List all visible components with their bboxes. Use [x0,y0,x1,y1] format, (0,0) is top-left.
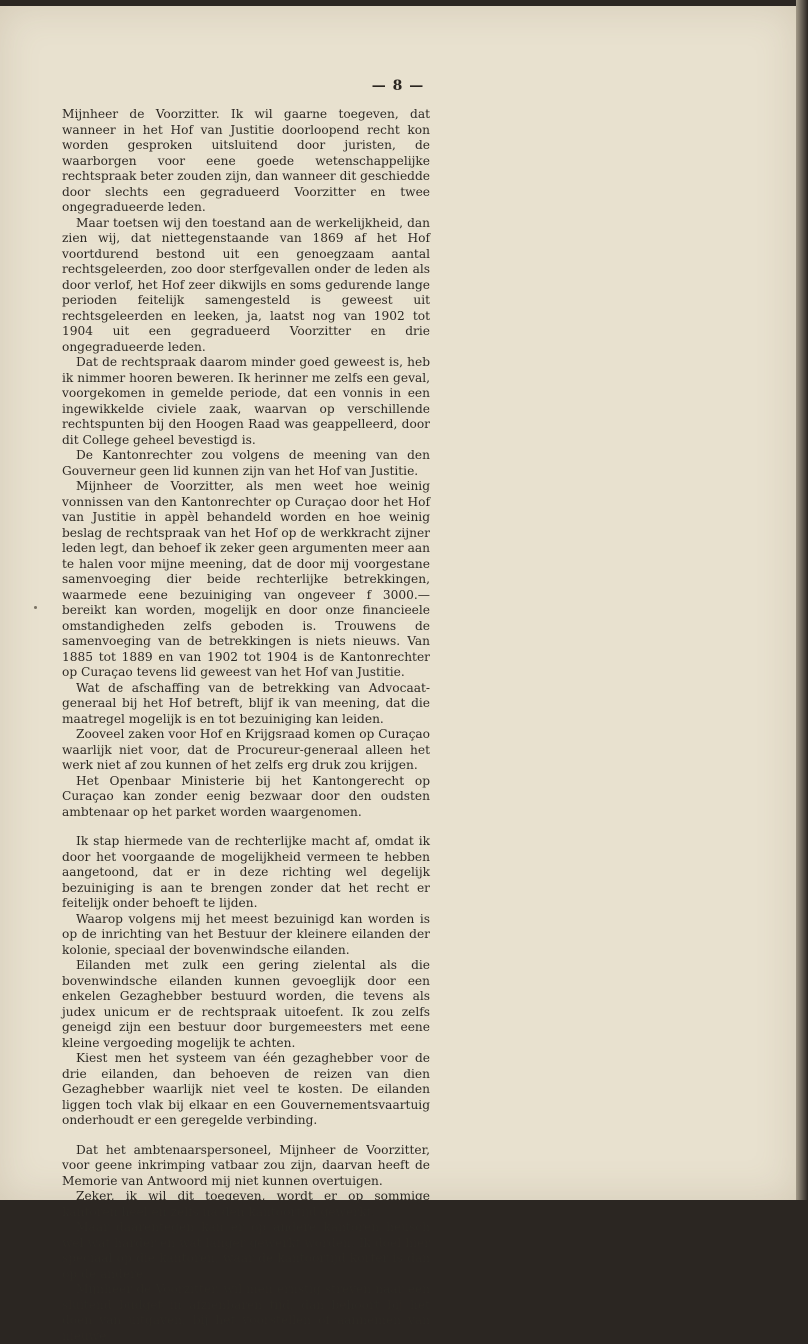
paper-speck [34,606,37,609]
paragraph: Zeker, ik wil dit toegeven, wordt er op sommige kantoren heel en zelfs na den kantoortijd gewerkt. [62,1189,430,1219]
paragraph: Dat het ambtenaarspersoneel, Mijnheer de Voorzitter, voor geene inkrimping vatbaar zou zijn, daarvan heeft de Memorie van Antwoord mij niet kunnen overtuigen. [62,1142,430,1188]
page-number: — 8 — [371,78,425,94]
paragraph: Zooveel zaken voor Hof en Krijgsraad komen op Curaçao waarlijk niet voor, dat de Procureur-generaal alleen het werk niet af zou kunnen of het zelfs erg druk zou krijgen. [62,727,430,772]
paragraph: Dat de rechtspraak daarom minder goed geweest is, heb ik nimmer hooren beweren. Ik herinner me zelfs een geval, voorgekomen in gemelde periode, dat een vonnis in een ingewikkelde civiele zaak, waarvan op verschillende rechtspunten bij den Hoogen Raad was geappelleerd, door dit College geheel bevestigd is. [62,355,430,447]
paragraph: Maar daarentegen kan er op andere kantoren heusch wel wat harder en wat langer gewerkt worden. Ik doel hier speciaal op die kantoren, waar de kantoortijd korter is dan op de andere. [62,1220,430,1281]
paragraph: De Kantonrechter zou volgens de meening van den Gouverneur geen lid kunnen zijn van het Hof van Justitie. [62,448,430,478]
paragraph: Mijnheer de Voorzitter, als men weet hoe weinig vonnissen van den Kantonrechter op Curaçao door het Hof van Justitie in appèl behandeld worden en hoe weinig beslag de rechtspraak van het Hof op de werkkracht zijner leden legt, dan behoef ik zeker geen argumenten meer aan te halen voor mijne meening, dat de door mij voorgestane samenvoeging dier beide rechterlijke betrekkingen, waarmede eene bezuiniging van ongeveer f 3000.— bereikt kan worden, mogelijk en door onze financieele omstandigheden zelfs geboden is. Trouwens de samenvoeging van de betrekkingen is niets nieuws. Van 1885 tot 1889 en van 1902 tot 1904 is de Kantonrechter op Curaçao tevens lid geweest van het Hof van Justitie. [62,479,430,679]
paragraph: Wat de afschaffing van de betrekking van Advocaat-generaal bij het Hof betreft, blijf ik van meening, dat die maatregel mogelijk is en tot bezuiniging kan leiden. [62,680,430,726]
paragraph: Mijnheer de Voorzitter. Ik wil gaarne toegeven, dat wanneer in het Hof van Justitie doorloopend recht kon worden gesproken uitsluitend door juristen, de waarborgen voor eene goede wetenschappelijke rechtspraak beter zouden zijn, dan wanneer dit geschiedde door slechts een gegradueerd Voorzitter en twee ongegradueerde leden. [62,107,430,214]
page-edge [796,0,808,1200]
paragraph: Mijnheer de Voorzitter, wil men ernstig streven naar een sluitend budget in afzienbaren tijd, dan behoort bij het doen van uitgaven, bij het voorstellen of aannemen van nieuwe [62,1282,430,1343]
body-text [62,107,430,1344]
document-page [0,6,796,1343]
paragraph: Het Openbaar Ministerie bij het Kantongerecht op Curaçao kan zonder eenig bezwaar door den oudsten ambtenaar op het parket worden waargenomen. [62,773,430,819]
paragraph: Waarop volgens mij het meest bezuinigd kan worden is op de inrichting van het Bestuur der kleinere eilanden der kolonie, speciaal der bovenwindsche eilanden. [62,911,430,957]
paragraph: Ik stap hiermede van de rechterlijke macht af, omdat ik door het voorgaande de mogelijkheid vermeen te hebben aangetoond, dat er in deze richting wel degelijk bezuiniging is aan te brengen zonder dat het recht er feitelijk onder behoeft te lijden. [62,834,430,910]
paragraph: Maar toetsen wij den toestand aan de werkelijkheid, dan zien wij, dat niettegenstaande van 1869 af het Hof voortdurend bestond uit een genoegzaam aantal rechtsgeleerden, zoo door sterfgevallen onder de leden als door verlof, het Hof zeer dikwijls en soms gedurende lange perioden feitelijk samengesteld is geweest uit rechtsgeleerden en leeken, ja, laatst nog van 1902 tot 1904 uit een gegradueerd Voorzitter en drie ongegradueerde leden. [62,215,430,354]
paragraph: Kiest men het systeem van één gezaghebber voor de drie eilanden, dan behoeven de reizen van dien Gezaghebber waarlijk niet veel te kosten. De eilanden liggen toch vlak bij elkaar en een Gouvernementsvaartuig onderhoudt er een geregelde verbinding. [62,1051,430,1127]
paragraph: Eilanden met zulk een gering zielental als die bovenwindsche eilanden kunnen gevoeglijk door een enkelen Gezaghebber bestuurd worden, die tevens als judex unicum er de rechtspraak uitoefent. Ik zou zelfs geneigd zijn een bestuur door burgemeesters met eene kleine vergoeding mogelijk te achten. [62,958,430,1050]
